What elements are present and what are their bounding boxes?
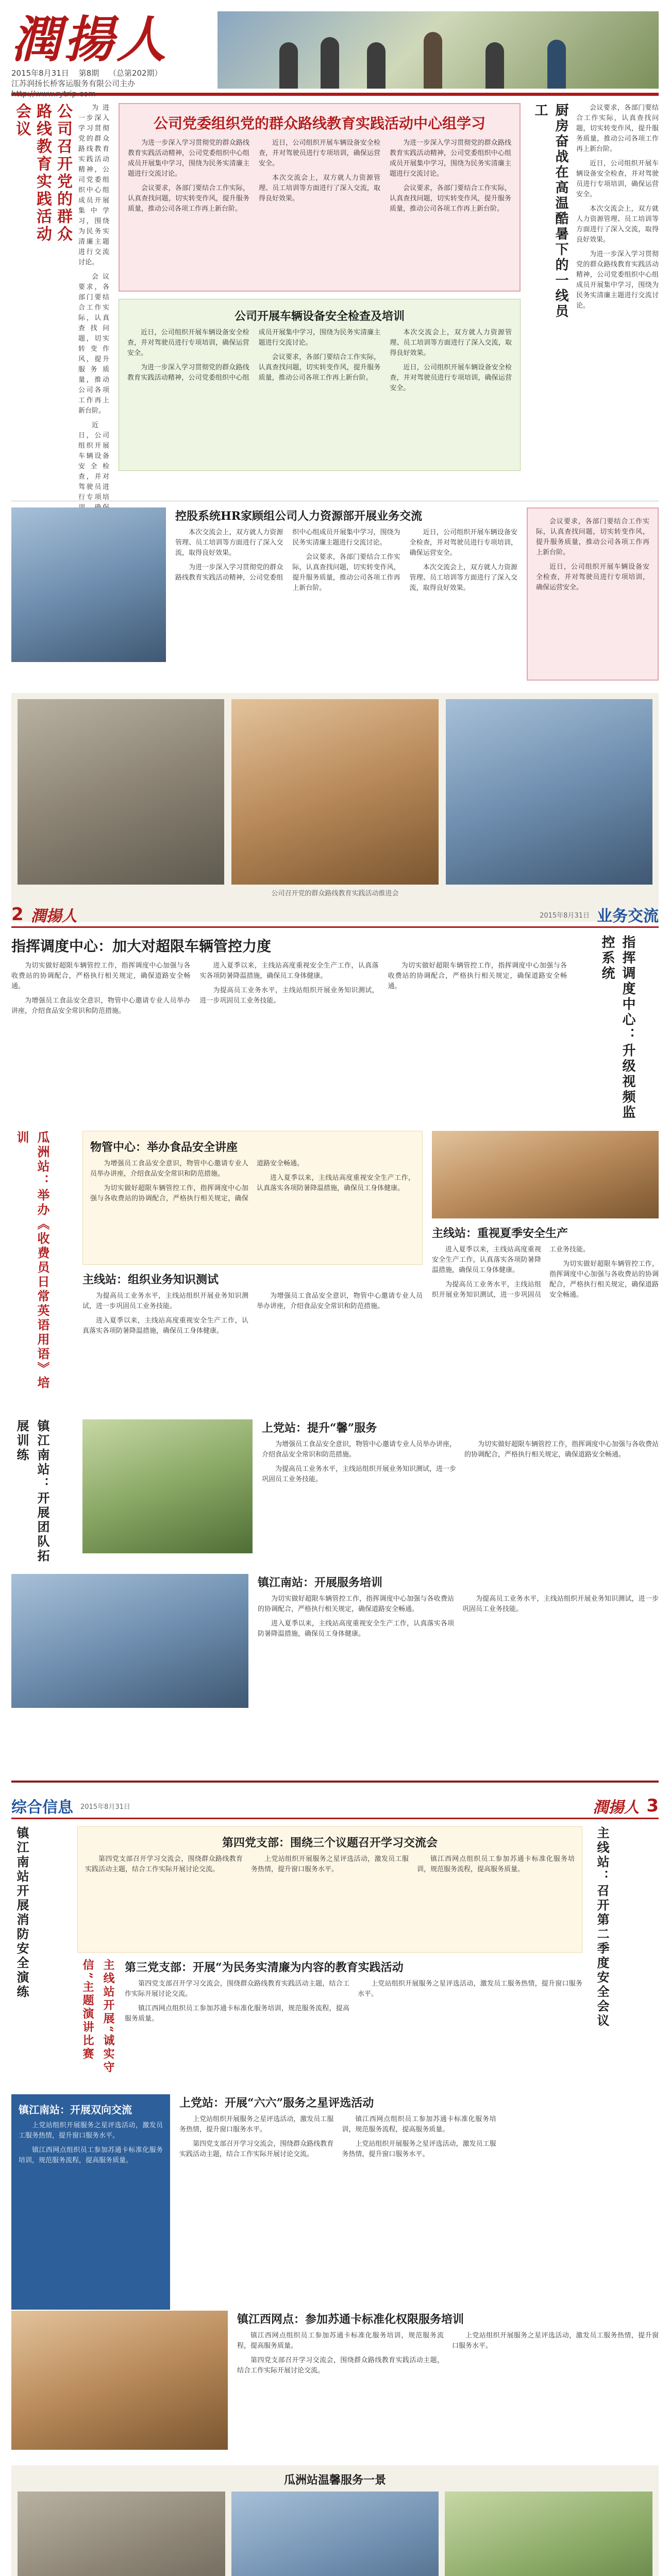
p2-vertical-headline-3: 指挥调度中心：升级视频监控系统	[599, 935, 635, 1121]
front-left-text: 为进一步深入学习贯彻党的群众路线教育实践活动精神，公司党委组织中心组成员开展集中学习，围绕为民务实清廉主题进行交流讨论。 会议要求，各部门要结合工作实际，认真查找问题，切实转变作风，提升服务质量，推动公司各项工作再上新台阶。 近日，公司组织开展车辆设备安全检查，并对驾驶员进行专项培	[78, 104, 109, 501]
front-center-column	[119, 103, 521, 495]
website: http://www.rytrip.com	[11, 89, 96, 98]
p3-story-1-text: 第四党支部召开学习交流会，围绕群众路线教育实践活动主题，结合工作实际开展讨论交流。 上党站组织开展服务之星评选活动，激发员工服务热情，提升窗口服务水平。 镇江西网点组织员工参加苏通卡标准化服务培训，规范服务流程，提高服务质量。	[85, 1855, 575, 1873]
p3-head-left	[11, 1794, 130, 1817]
section-label: 业务交流	[597, 907, 659, 925]
front-vertical-headline: 公司召开党的群众路线教育实践活动会议	[13, 103, 72, 243]
p3-photo-4	[445, 2492, 652, 2576]
section-label: 综合信息	[11, 1799, 73, 1817]
p3-center-top	[77, 1826, 582, 2094]
second-story-text: 近日，公司组织开展车辆设备安全检查，并对驾驶员进行专项培训，确保运营安全。 为进一步深入学习贯彻党的群众路线教育实践活动精神，公司党委组织中心组成员开展集中学习，围绕为民务实清廉主题进行交流讨论。 会议要求，各部门要结合工作实际，认真查找问题，切实转变作风，提升服务质量，推动公司各项工作再上新台阶。 本次交流会上，双方就人力资源管理、员工培训等方面进行了深入交流，取得良好效果。 近日，公司组织开展车辆设备安全检查，并对驾驶员进行专项培训，确保运营安全。	[127, 329, 512, 392]
front-top-row	[11, 103, 659, 501]
p3-photo-1	[11, 2311, 228, 2450]
p2-story-6	[258, 1574, 659, 1739]
p3-story-1	[77, 1826, 582, 1953]
p3-row-1	[11, 1826, 659, 2094]
hr-headline: 控股系统HR家顾组公司人力资源部开展业务交流	[175, 510, 423, 523]
p3-headline-4: 镇江西网点：参加苏通卡标准化权限服务培训	[237, 2313, 464, 2326]
p3-vertical-headline-4: 主线站：召开第二季度安全会议	[595, 1826, 610, 2028]
front-photo-left	[11, 507, 166, 662]
masthead	[11, 10, 659, 98]
p2-vertical-1-wrap	[576, 935, 659, 1131]
p3-row-2	[11, 2094, 659, 2311]
p3-sidebar-headline: 镇江南站：开展双向交流	[19, 2104, 132, 2116]
photo-strip-row	[18, 699, 652, 885]
meeting-photo-2	[231, 699, 438, 885]
issue-no: 第8期	[78, 69, 99, 78]
p2-story-1	[11, 935, 567, 1131]
p3-headline-5: 瓜洲站温馨服务一景	[283, 2473, 386, 2487]
p2-vertical-wrap	[11, 1131, 73, 1419]
front-notice-box	[527, 507, 659, 681]
meeting-photo-3	[446, 699, 652, 885]
p3-photo-2	[18, 2492, 225, 2576]
p3-vertical-2-wrap	[11, 1826, 68, 2094]
p2-story-3-text: 进入夏季以来，主线站高度重视安全生产工作，认真落实各项防暑降温措施，确保员工身体健康。 为提高员工业务水平，主线站组织开展业务知识测试，进一步巩固员工业务技能。 为切实做好超限车辆管控工作，指挥调度中心加强与各收费站的协调配合，严格执行相关规定，确保道路安全畅通。	[432, 1246, 659, 1299]
page-two-header	[11, 903, 659, 928]
p3-headline-3: 上党站：开展“六六”服务之星评选活动	[179, 2096, 374, 2110]
front-left-column	[11, 103, 109, 501]
issue-total: （总第202期）	[108, 69, 162, 78]
lead-story-text: 为进一步深入学习贯彻党的群众路线教育实践活动精神，公司党委组织中心组成员开展集中学习，围绕为民务实清廉主题进行交流讨论。 会议要求，各部门要结合工作实际，认真查找问题，切实转变作风，提升服务质量，推动公司各项工作再上新台阶。 近日，公司组织开展车辆设备安全检查，并对驾驶员进行专项培训，确保运营安全。 本次交流会上，双方就人力资源管理、员工培训等方面进行了深入交流，取得良好效果。 为进一步深入学习贯彻党的群众路线教育实践活动精神，公司党委组织中心组成员开展集中学习，围绕为民务实清廉主题进行交流讨论。 会议要求，各部门要结合工作实际，认真查找问题，切实转变作风，提升服务质量，推动公司各项工作再上新台阶。	[128, 139, 511, 213]
p2-story-5-text: 为增强员工食品安全意识，物管中心邀请专业人员举办讲座，介绍食品安全常识和防范措施。 为提高员工业务水平，主线站组织开展业务知识测试，进一步巩固员工业务技能。 为切实做好超限车辆管控工作，指挥调度中心加强与各收费站的协调配合，严格执行相关规定，确保道路安全畅通。	[262, 1440, 659, 1483]
p2-right-stories	[432, 1131, 659, 1419]
issue-date: 2015年8月31日	[11, 69, 69, 78]
p2-photo-2	[82, 1419, 253, 1553]
p2-story-5	[262, 1419, 659, 1574]
page-three	[11, 1794, 659, 2576]
p2-vertical-headline-2: 镇江南站：开展团队拓展训练	[14, 1419, 50, 1564]
page-number: 2	[11, 904, 24, 925]
front-page	[11, 10, 659, 897]
paper-name-small: 潤揚人	[593, 1799, 640, 1817]
p2-story-2	[82, 1131, 423, 1265]
p2-head-left	[11, 903, 77, 926]
p3-vertical-headline-3: 主线站开展“诚实守信”主题演讲比赛	[81, 1958, 115, 2075]
p3-photo-row	[18, 2492, 652, 2576]
p3-photo-3	[231, 2492, 439, 2576]
p2-vertical-headline-1: 瓜洲站：举办《收费员日常英语用语》培训	[14, 1131, 50, 1391]
p2-row-3	[11, 1419, 659, 1574]
second-story-box	[119, 299, 521, 471]
p2-headline-4: 主线站：组织业务知识测试	[82, 1273, 219, 1286]
p2-vertical-2-wrap	[11, 1419, 73, 1574]
p2-middle-stories	[82, 1131, 423, 1419]
p2-headline-5: 上党站：提升“馨”服务	[262, 1421, 377, 1435]
p3-story-2	[125, 1959, 582, 2094]
page-three-header	[11, 1794, 659, 1819]
paper-name: 潤揚人	[11, 10, 169, 69]
page-date: 2015年8月31日	[540, 911, 590, 920]
issue-info	[11, 68, 207, 78]
masthead-left	[11, 10, 207, 98]
front-right-text: 会议要求，各部门要结合工作实际，认真查找问题，切实转变作风，提升服务质量，推动公司各项工作再上新台阶。 近日，公司组织开展车辆设备安全检查，并对驾驶员进行专项培训，确保运营安全。 本次交流会上，双方就人力资源管理、员工培训等方面进行了深入交流，取得良好效果。 为进一步深入学习贯彻党的群众路线教育实践活动精神，公司党委组织中心组成员开展集中学习，围绕为民务实清廉主题进行交流讨论。	[576, 104, 659, 310]
p2-headline-6: 镇江南站：开展服务培训	[258, 1576, 383, 1589]
p2-story-4-text: 为提高员工业务水平，主线站组织开展业务知识测试，进一步巩固员工业务技能。 进入夏季以来，主线站高度重视安全生产工作，认真落实各项防暑降温措施，确保员工身体健康。 为增强员工食品安全意识，物管中心邀请专业人员举办讲座，介绍食品安全常识和防范措施。	[82, 1292, 423, 1335]
p3-story-4-text: 镇江西网点组织员工参加苏通卡标准化服务培训，规范服务流程，提高服务质量。 第四党支部召开学习交流会，围绕群众路线教育实践活动主题，结合工作实际开展讨论交流。 上党站组织开展服务之星评选活动，激发员工服务热情，提升窗口服务水平。	[237, 2332, 659, 2375]
p3-story-4	[237, 2311, 659, 2465]
p2-headline-3: 主线站：重视夏季安全生产	[432, 1227, 568, 1240]
p3-story-3-text: 上党站组织开展服务之星评选活动，激发员工服务热情，提升窗口服务水平。 第四党支部召开学习交流会，围绕群众路线教育实践活动主题，结合工作实际开展讨论交流。 镇江西网点组织员工参加苏通卡标准化服务培训，规范服务流程，提高服务质量。 上党站组织开展服务之星评选活动，激发员工服务热情，提升窗口服务水平。	[179, 2115, 496, 2158]
p2-head-right	[540, 903, 659, 926]
p2-story-4	[82, 1271, 423, 1415]
p3-headline-1: 第四党支部：围绕三个议题召开学习交流会	[222, 1836, 438, 1850]
paper-name-small: 潤揚人	[30, 907, 77, 925]
p2-story-6-text: 为切实做好超限车辆管控工作，指挥调度中心加强与各收费站的协调配合，严格执行相关规定，确保道路安全畅通。 进入夏季以来，主线站高度重视安全生产工作，认真落实各项防暑降温措施，确保员工身体健康。 为提高员工业务水平，主线站组织开展业务知识测试，进一步巩固员工业务技能。	[258, 1595, 659, 1638]
notice-text: 会议要求，各部门要结合工作实际，认真查找问题，切实转变作风，提升服务质量，推动公司各项工作再上新台阶。 近日，公司组织开展车辆设备安全检查，并对驾驶员进行专项培训，确保运营安全。	[536, 518, 649, 591]
photo-strip-caption: 公司召开党的群众路线教育实践活动推进会	[271, 890, 399, 897]
p2-photo-3	[11, 1574, 248, 1708]
meeting-photo-1	[18, 699, 224, 885]
p3-story-2-text: 第四党支部召开学习交流会，围绕群众路线教育实践活动主题，结合工作实际开展讨论交流。 镇江西网点组织员工参加苏通卡标准化服务培训，规范服务流程，提高服务质量。 上党站组织开展服务之星评选活动，激发员工服务热情，提升窗口服务水平。	[125, 1979, 582, 2023]
page-number: 3	[646, 1795, 659, 1816]
p3-vertical-headline-2: 镇江南站开展消防安全演练	[14, 1826, 29, 1999]
front-photo-strip	[11, 693, 659, 922]
masthead-photo	[217, 11, 659, 89]
p2-row-2	[11, 1131, 659, 1419]
p3-row-3	[11, 2311, 659, 2465]
p2-story-1-text: 为切实做好超限车辆管控工作，指挥调度中心加强与各收费站的协调配合，严格执行相关规定，确保道路安全畅通。 为增强员工食品安全意识，物管中心邀请专业人员举办讲座，介绍食品安全常识和防范措施。 进入夏季以来，主线站高度重视安全生产工作，认真落实各项防暑降温措施，确保员工身体健康。 为提高员工业务水平，主线站组织开展业务知识测试，进一步巩固员工业务技能。 为切实做好超限车辆管控工作，指挥调度中心加强与各收费站的协调配合，严格执行相关规定，确保道路安全畅通。	[11, 962, 567, 1015]
front-hr-story	[175, 507, 517, 693]
publisher: 江苏润扬长桥客运服务有限公司主办	[11, 79, 136, 88]
p3-vertical-4-wrap	[592, 1826, 659, 2094]
p2-story-3	[432, 1225, 659, 1395]
p2-row-1	[11, 935, 659, 1131]
lead-headline: 公司党委组织党的群众路线教育实践活动中心组学习	[153, 115, 485, 132]
p2-story-2-text: 为增强员工食品安全意识，物管中心邀请专业人员举办讲座，介绍食品安全常识和防范措施。 为切实做好超限车辆管控工作，指挥调度中心加强与各收费站的协调配合，严格执行相关规定，确保道路安全畅通。 进入夏季以来，主线站高度重视安全生产工作，认真落实各项防暑降温措施，确保员工身体健康。	[90, 1160, 415, 1202]
p3-headline-2: 第三党支部：开展“为民务实清廉为内容的教育实践活动	[125, 1960, 404, 1974]
p3-story-2-row	[77, 1959, 582, 2094]
front-middle-row	[11, 507, 659, 693]
p2-headline-2: 物管中心：举办食品安全讲座	[90, 1141, 238, 1154]
p3-head-right	[593, 1794, 659, 1817]
p2-headline-1: 指挥调度中心：加大对超限车辆管控力度	[11, 938, 272, 955]
page-date: 2015年8月31日	[80, 1803, 130, 1811]
publisher-line	[11, 78, 207, 99]
p3-story-3	[179, 2094, 659, 2311]
p2-photo-1	[432, 1131, 659, 1218]
second-headline: 公司开展车辆设备安全检查及培训	[234, 310, 405, 323]
p3-sidebar-text: 上党站组织开展服务之星评选活动，激发员工服务热情，提升窗口服务水平。 镇江西网点组织员工参加苏通卡标准化服务培训，规范服务流程，提高服务质量。	[19, 2122, 163, 2164]
hr-story-text: 本次交流会上，双方就人力资源管理、员工培训等方面进行了深入交流，取得良好效果。 为进一步深入学习贯彻党的群众路线教育实践活动精神，公司党委组织中心组成员开展集中学习，围绕为民务实清廉主题进行交流讨论。 会议要求，各部门要结合工作实际，认真查找问题，切实转变作风，提升服务质量，推动公司各项工作再上新台阶。 近日，公司组织开展车辆设备安全检查，并对驾驶员进行专项培训，确保运营安全。 本次交流会上，双方就人力资源管理、员工培训等方面进行了深入交流，取得良好效果。	[175, 529, 517, 592]
right-vertical-headline: 厨房奋战在高温酷暑下的一线员工	[532, 103, 568, 319]
p3-photo-feature	[11, 2465, 659, 2576]
p3-left-sidebar	[11, 2094, 170, 2310]
page-two	[11, 903, 659, 1783]
front-right-column	[530, 103, 659, 495]
lead-story-box	[119, 103, 521, 292]
p2-row-4	[11, 1574, 659, 1739]
